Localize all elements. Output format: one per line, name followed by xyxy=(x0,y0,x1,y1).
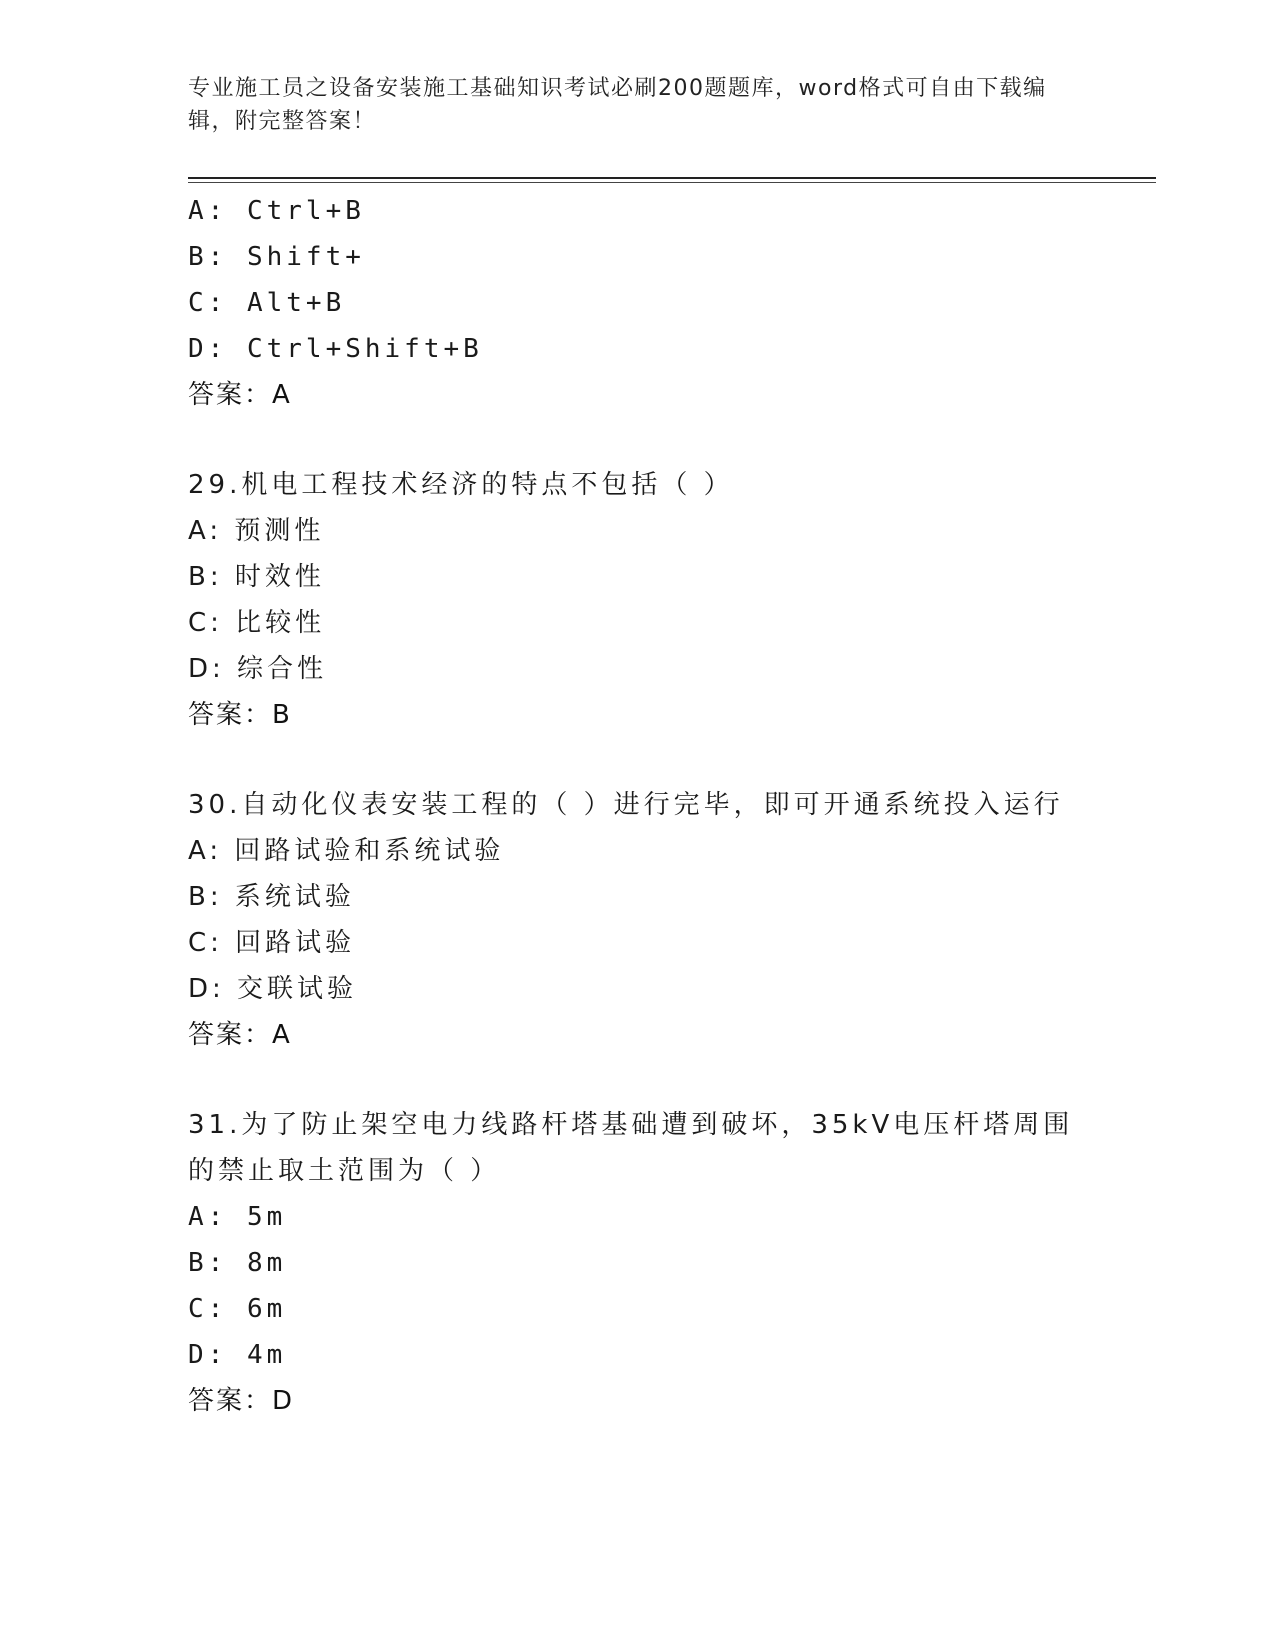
option-d: D: 综合性 xyxy=(188,654,328,684)
header-divider-thin xyxy=(188,182,1156,183)
spacer xyxy=(188,1058,1088,1102)
answer-line: 答案：A xyxy=(188,1020,292,1050)
option-d: D: Ctrl+Shift+B xyxy=(188,334,483,364)
option-a: A: Ctrl+B xyxy=(188,196,365,226)
question-28 xyxy=(188,188,1088,418)
option-d: D: 4m xyxy=(188,1340,287,1370)
answer-line: 答案：D xyxy=(188,1386,295,1416)
option-c: C: 回路试验 xyxy=(188,928,356,958)
question-29 xyxy=(188,462,1088,738)
option-c: C: 6m xyxy=(188,1294,287,1324)
option-c: C: 比较性 xyxy=(188,608,326,638)
header-divider-thick xyxy=(188,177,1156,179)
question-text: 29.机电工程技术经济的特点不包括（ ） xyxy=(188,470,734,500)
document-header: 专业施工员之设备安装施工基础知识考试必刷200题题库，word格式可自由下载编辑，附完整答案！ xyxy=(188,76,1047,134)
option-b: B: 系统试验 xyxy=(188,882,355,912)
option-a: A: 5m xyxy=(188,1202,287,1232)
question-31 xyxy=(188,1102,1088,1424)
answer-line: 答案：B xyxy=(188,700,292,730)
question-30 xyxy=(188,782,1088,1058)
option-a: A: 回路试验和系统试验 xyxy=(188,836,505,866)
option-b: B: 时效性 xyxy=(188,562,325,592)
option-b: B: 8m xyxy=(188,1248,287,1278)
option-a: A: 预测性 xyxy=(188,516,325,546)
question-list xyxy=(188,188,1088,1424)
option-c: C: Alt+B xyxy=(188,288,346,318)
option-d: D: 交联试验 xyxy=(188,974,358,1004)
option-b: B: Shift+ xyxy=(188,242,365,272)
question-text: 30.自动化仪表安装工程的（ ）进行完毕，即可开通系统投入运行 xyxy=(188,790,1064,820)
question-text: 31.为了防止架空电力线路杆塔基础遭到破坏，35kV电压杆塔周围的禁止取土范围为（ ） xyxy=(188,1110,1074,1186)
spacer xyxy=(188,738,1088,782)
spacer xyxy=(188,418,1088,462)
answer-line: 答案：A xyxy=(188,380,292,410)
